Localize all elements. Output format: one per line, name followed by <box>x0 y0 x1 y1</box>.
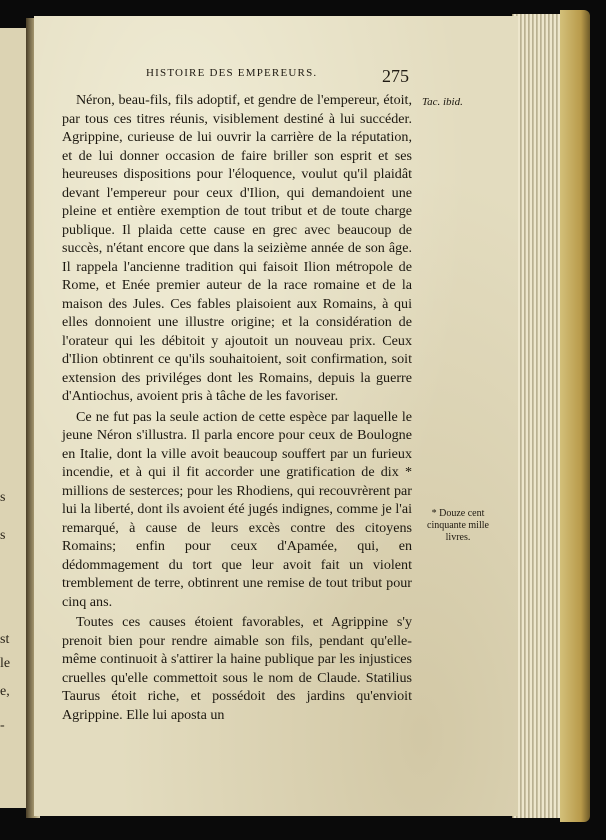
left-page-fragment: e, <box>0 684 10 699</box>
running-head: HISTOIRE DES EMPEREURS. <box>146 67 318 79</box>
margin-footnote: * Douze cent cinquante mille livres. <box>427 508 489 543</box>
left-page-fragment: s <box>0 490 6 505</box>
body-text <box>62 91 412 724</box>
left-page-fragment: - <box>0 718 5 733</box>
margin-source-note: Tac. ibid. <box>422 96 463 108</box>
paragraph: Néron, beau-fils, fils adoptif, et gendre de l'empereur, étoit, par tous ces titres réunis, visiblement destiné à lui succéder. Agrippine, curieuse de lui ouvrir la carrière de la réputation, et de lui donner occasion de faire briller son esprit et ses heureuses dispositions pour l'éloquence, voulut qu'il plaidât devant l'empereur pour ceux d'Ilion, qui demandoient une pleine et entière exemption de tout tribut et de toute charge publique. Il plaida cette cause en grec avec beaucoup de succès, n'étant encore que dans la seizième année de son âge. Il rappela l'ancienne tradition qui faisoit Ilion métropole de Rome, et Enée premier auteur de la race romaine et de la maison des Jules. Ces fables plaisoient aux Romains, à qui elles donnoient une illustre origine; et la considération de l'orateur qui les débitoit y ajoutoit un nouveau prix. Ceux d'Ilion obtinrent ce qu'ils souhaitoient, soit confirmation, soit extension des priviléges dont les Romains, depuis la guerre d'Antiochus, avoient pris à tâche de les favoriser. <box>62 92 412 404</box>
left-page-fragment: s <box>0 528 6 543</box>
left-page-fragment: st <box>0 632 10 647</box>
book-cover-edge <box>560 10 590 822</box>
left-page-fragment: le <box>0 656 11 671</box>
paragraph: Ce ne fut pas la seule action de cette espèce par laquelle le jeune Néron s'illustra. Il parla encore pour ceux de Boulogne en Italie, dont la ville avoit beaucoup souffert par un furieux incendie, et à qui il fit accorder une gratification de dix * millions de sesterces; pour les Rhodiens, qui recouvrèrent par lui la liberté, dont ils avoient été jugés indignes, comme je l'ai remarqué, à cause de leurs excès contre des citoyens Romains; enfin pour ceux d'Apamée, qui, en dédommagement du tort que leur avoit fait un violent tremblement de terre, obtinrent une remise de tout tribut pour cinq ans. <box>62 408 412 610</box>
page-number: 275 <box>382 66 409 86</box>
paragraph: Toutes ces causes étoient favorables, et Agrippine s'y prenoit bien pour rendre aimable son fils, pendant qu'elle-même continuoit à s'attirer la haine publique par les injustices cruelles qu'elle commettoit sous le nom de Claude. Statilius Taurus étoit riche, et possédoit des jardins qu'envioit Agrippine. Elle lui aposta un <box>62 614 412 723</box>
left-page-edge <box>0 28 28 808</box>
